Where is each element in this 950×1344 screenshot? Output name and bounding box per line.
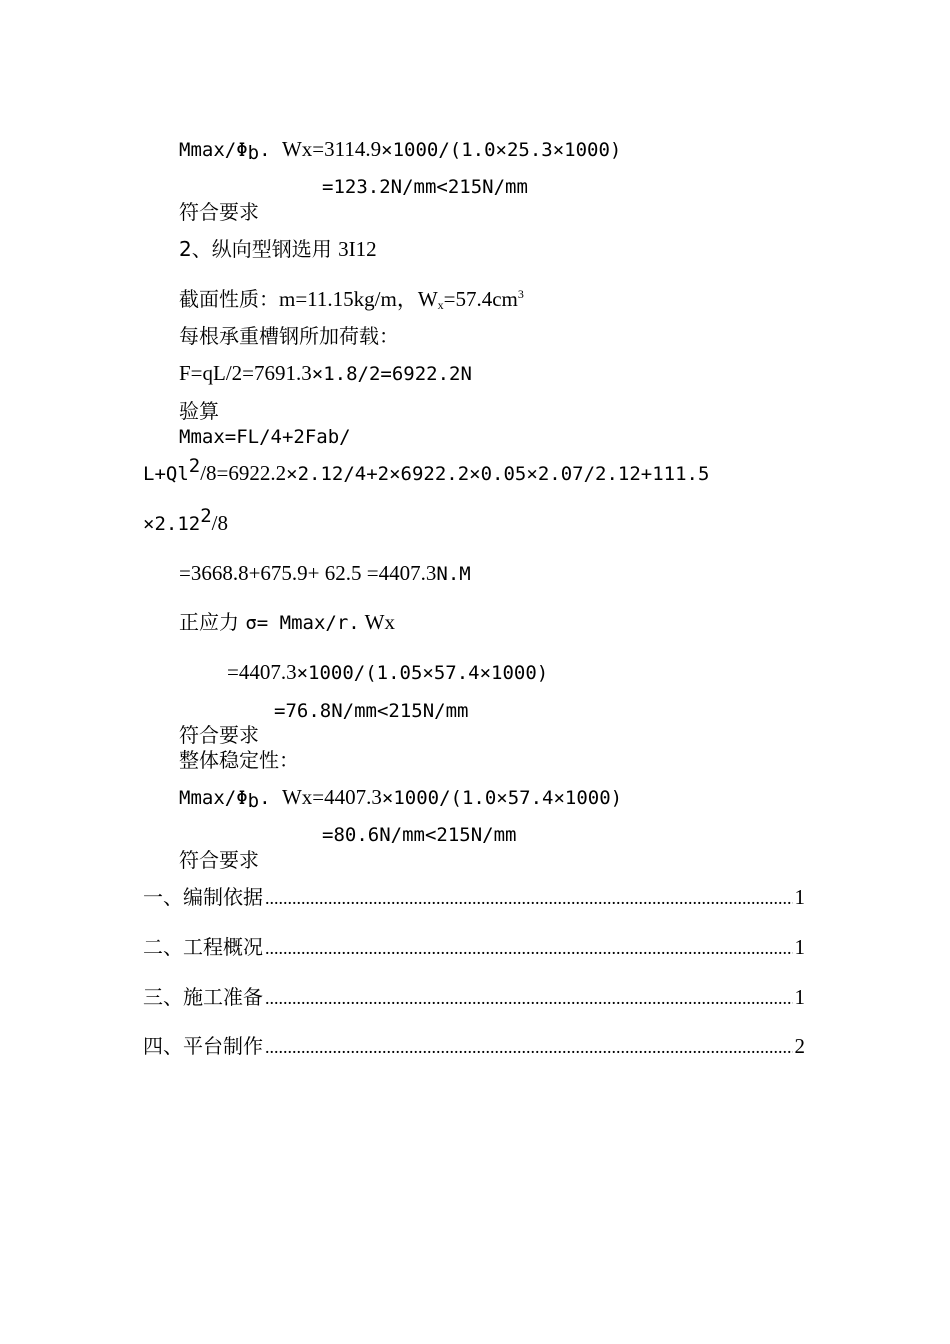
toc-entry[interactable] (143, 884, 805, 911)
stability-result-line: =80.6N/mm<215N/mm (322, 824, 517, 846)
moment-result-line: =3668.8+675.9+ 62.5 =4407.3N.M (179, 561, 471, 585)
section-heading: 2、纵向型钢选用 3I12 (179, 237, 377, 261)
toc-entry-title: 一、编制依据 (143, 885, 263, 909)
stability-formula-line: Mmax/$\Phi_b$. Wx=4407.3×1000/(1.0×57.4×1000) (179, 785, 623, 812)
conclusion-text: 符合要求 (179, 200, 259, 224)
toc-entry[interactable] (143, 1033, 805, 1060)
moment-formula-line-2: $L+Ql^2/8=6922.2\times 2.12/4+2\times 6922.2\times 0.05\times 2.07/2.12+111.5$ (143, 455, 710, 485)
normal-stress-result-line: =76.8N/mm<215N/mm (274, 700, 469, 722)
moment-formula-line-3: $\times 2.12^2/8$ (143, 505, 228, 535)
stability-heading: 整体稳定性： (179, 748, 299, 772)
toc-leader-dots (265, 885, 793, 911)
conclusion-text: 符合要求 (179, 723, 259, 747)
toc-entry[interactable] (143, 984, 805, 1011)
toc-page-number: 2 (794, 1034, 805, 1058)
stress-result-line: =123.2N/mm<215N/mm (322, 176, 528, 198)
toc-leader-dots (265, 935, 793, 961)
load-formula-line: F=qL/2=7691.3×1.8/2=6922.2N (179, 361, 472, 385)
toc-page-number: 1 (794, 985, 805, 1009)
toc-entry-title: 四、平台制作 (143, 1034, 263, 1058)
normal-stress-calc-line: =4407.3×1000/(1.05×57.4×1000) (227, 660, 549, 684)
toc-entry-title: 三、施工准备 (143, 985, 263, 1009)
section-properties-line: 截面性质：m=11.15kg/m，$W_x=57.4cm^3$ (179, 287, 524, 312)
moment-formula-line: Mmax=FL/4+2Fab/ (179, 426, 351, 448)
check-heading: 验算 (179, 399, 219, 423)
toc-leader-dots (265, 985, 793, 1011)
toc-page-number: 1 (794, 935, 805, 959)
toc-page-number: 1 (794, 885, 805, 909)
normal-stress-line: 正应力 σ= Mmax/r. Wx (179, 610, 395, 634)
toc-entry-title: 二、工程概况 (143, 935, 263, 959)
conclusion-text: 符合要求 (179, 848, 259, 872)
load-description-line: 每根承重槽钢所加荷载： (179, 324, 399, 348)
toc-entry[interactable] (143, 934, 805, 961)
stability-formula-line: Mmax/$\Phi_b$. Wx=3114.9×1000/(1.0×25.3×1000) (179, 137, 622, 164)
toc-leader-dots (265, 1034, 793, 1060)
